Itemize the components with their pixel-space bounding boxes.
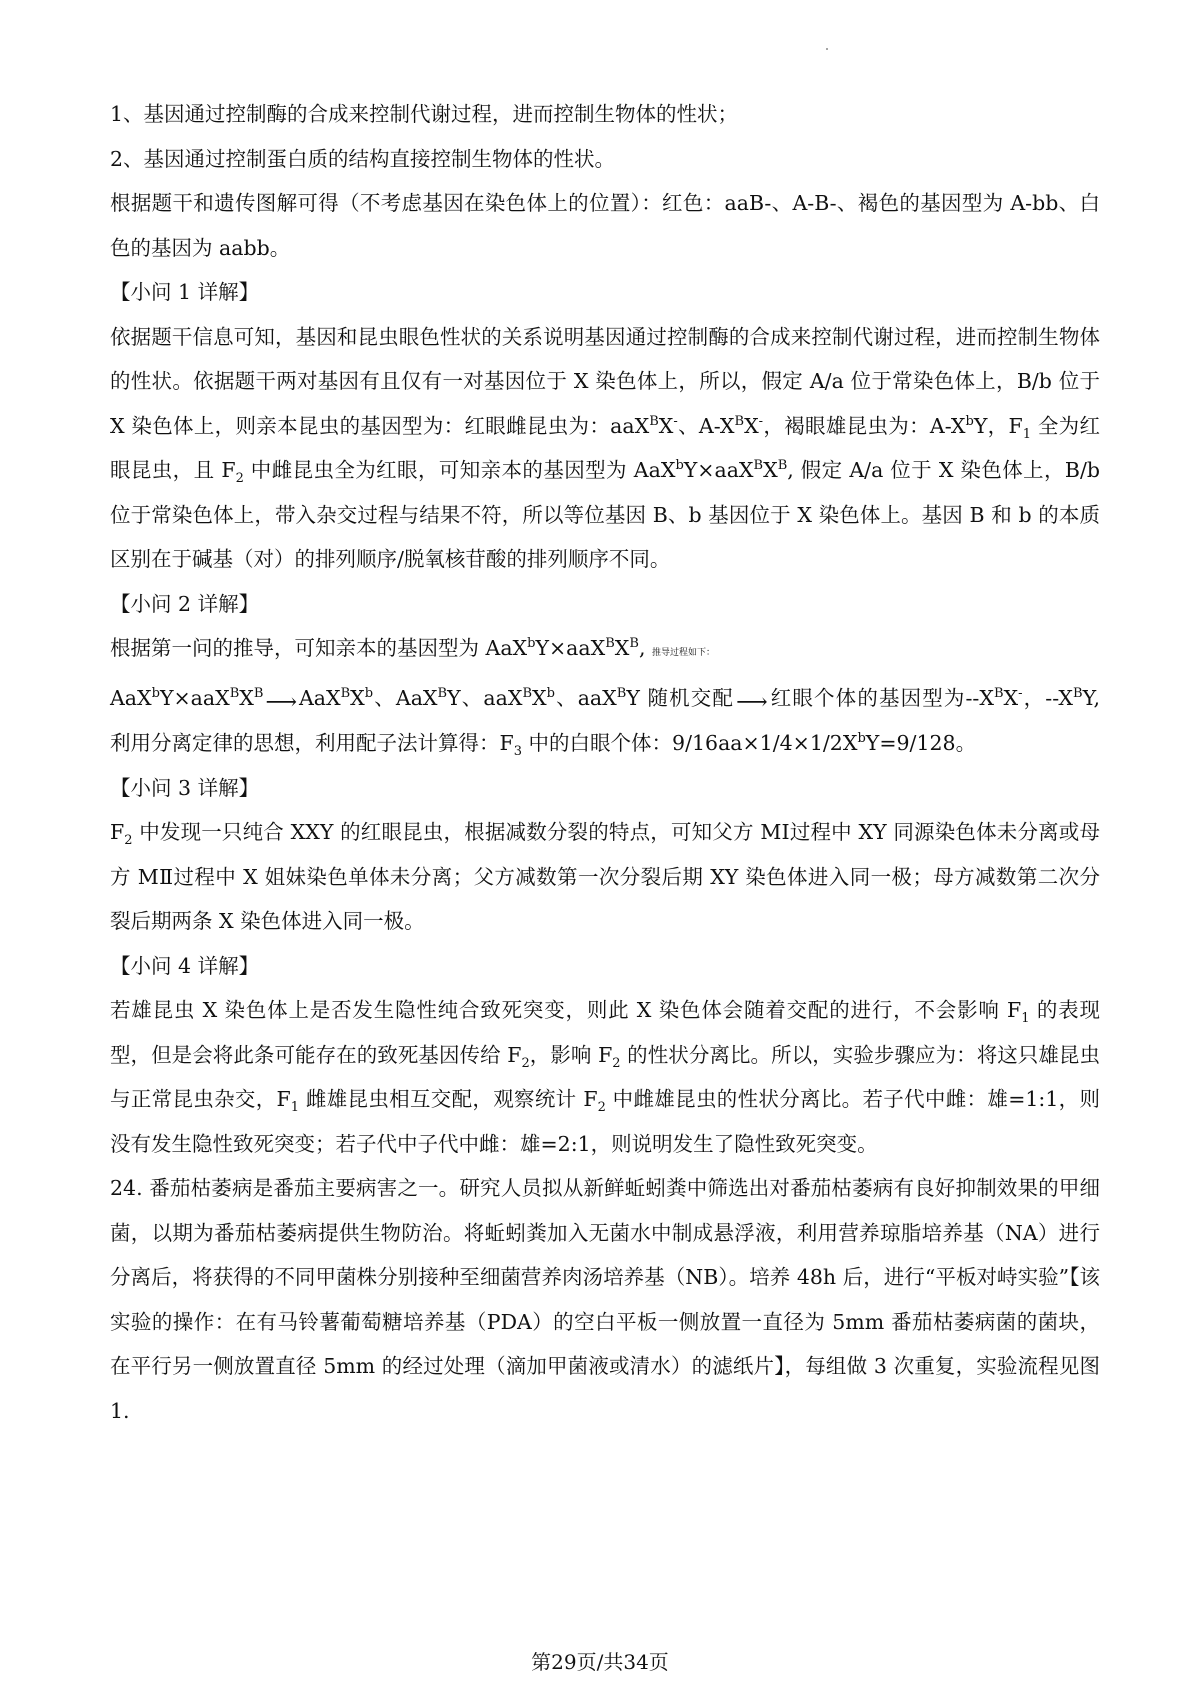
text-run: Y×aaX [535,636,606,660]
text-run: ，褐眼雄昆虫为：A-X [763,413,966,438]
text-run: Y×aaX [683,458,754,482]
section-heading-3: 【小问 3 详解】 [110,775,260,800]
scan-dot [826,48,828,50]
superscript: B [616,685,627,701]
paragraph-q4 [110,988,1100,1166]
text-run: ，--X [1022,685,1074,710]
intro-text-a: 根据题干和遗传图解可得（不考虑基因在染色体上的位置）：红色：aaB-、A-B-、褐色的基因型为 A-bb、白 [110,191,1100,215]
superscript: B [340,685,351,701]
paragraph-line-2: 2、基因通过控制蛋白质的结构直接控制生物体的性状。 [110,146,616,171]
superscript: B [777,458,788,474]
superscript: b [527,636,536,652]
superscript: B [253,685,264,701]
superscript: - [758,413,764,429]
text-run: 雌雄昆虫相互交配，观察统计 F [299,1087,598,1111]
text-run: 中雌雄昆虫的性状分离比。若子代中雌：雄=1:1，则没有发生隐性致死突变；若子代中子代中雌：雄=2:1，则说明发生了隐性致死突变。 [110,1087,1100,1156]
text-run: 、A-X [677,413,735,438]
text-run: 中的白眼个体：9/16aa×1/4×1/2X [522,731,858,755]
superscript: B [649,413,659,429]
section-heading-2: 【小问 2 详解】 [110,591,260,616]
text-run: 中雌昆虫全为红眼，可知亲本的基因型为 AaX [243,458,676,482]
superscript: B [229,685,240,701]
text-run: 若雄昆虫 X 染色体上是否发生隐性纯合致死突变，则此 X 染色体会随着交配的进行，不会影响 F [110,998,1022,1022]
text-run: 红眼个体的基因型为--X [769,685,994,710]
text-run: AaX [298,685,341,710]
subscript: 1 [1021,1011,1030,1027]
text-run: F [110,820,125,844]
superscript: B [437,685,448,701]
section-heading-1: 【小问 1 详解】 [110,280,260,304]
subscript: 2 [521,1055,530,1071]
superscript: B [605,636,615,652]
text-run: 、AaX [373,685,438,710]
text-run: X [532,685,547,710]
section-heading-4: 【小问 4 详解】 [110,953,260,978]
text-run: X [350,685,365,710]
paragraph-line-1: 1、基因通过控制酶的合成来控制代谢过程，进而控制生物体的性状； [110,102,739,126]
text-run: Y，F [973,413,1023,438]
paragraph-q3 [110,810,1100,944]
subscript: 2 [597,1100,606,1116]
superscript: B [522,685,532,701]
superscript: b [364,685,374,701]
text-run: X [239,685,254,710]
text-run: 全为红眼昆虫，且 F [110,413,1100,482]
text-run: , 假定 A/a 位于 X 染色体上，B/b 位于常染色体上，带入杂交过程与结果不符，所以等位基因 B、b 基因位于 X 染色体上。基因 B 和 b 的本质区别在于碱基（对）的排列顺序/脱氧核苷酸的排列顺序不同。 [110,458,1100,571]
paragraph-q1 [110,315,1100,582]
superscript: B [734,413,745,429]
text-run: X [658,413,674,438]
text-run: , [638,636,652,660]
derivation-note: 推导过程如下： [652,648,716,658]
text-run: Y 随机交配 [626,685,735,710]
superscript: b [965,413,974,429]
page-content [110,92,1100,1433]
text-run: 根据第一问的推导，可知亲本的基因型为 AaX [110,636,528,660]
subscript: 2 [235,471,244,487]
superscript: b [546,685,555,701]
superscript: - [673,413,678,429]
text-run: X [763,458,778,482]
paragraph-intro [110,181,1100,270]
subscript: 3 [513,744,523,760]
text-run: 、aaX [554,685,617,710]
question-24-paragraph: 24. 番茄枯萎病是番茄主要病害之一。研究人员拟从新鲜蚯蚓粪中筛选出对番茄枯萎病有良好抑制效果的甲细菌，以期为番茄枯萎病提供生物防治。将蚯蚓粪加入无菌水中制成悬浮液，利用营养琼脂培养基（NA）进行分离后，将获得的不同甲菌株分别接种至细菌营养肉汤培养基（NB）。培养 48h 后，进行“平板对峙实验”【该实验的操作：在有马铃薯葡萄糖培养基（PDA）的空白平板一侧放置一直径为 5mm 番茄枯萎病菌的菌块，在平行另一侧放置直径 5mm 的经过处理（滴加甲菌液或清水）的滤纸片】，每组做 3 次重复，实验流程见图 1. [110,1176,1100,1423]
text-run: X [614,636,630,660]
subscript: 2 [124,833,133,849]
text-run: ，影响 F [529,1042,613,1067]
text-run: 依据题干信息可知，基因和昆虫眼色性状的关系说明基因通过控制酶的合成来控制代谢过程，进而控制生物体的性状。依据题干两对基因有且仅有一对基因位于 X 染色体上，所以，假定 A/a 位于常染色体上，B/b 位于 X 染色体上，则亲本昆虫的基因型为：红眼雌昆虫为：aaX [110,324,1100,438]
text-run: Y, 利用分离定律的思想，利用配子法计算得：F [110,685,1101,755]
superscript: B [753,458,764,474]
text-run: Y=9/128。 [865,731,977,755]
subscript: 1 [1022,426,1031,442]
intro-text-b: 色的基因为 aabb。 [110,235,291,260]
superscript: B [1073,685,1083,701]
superscript: b [675,458,684,474]
text-run: 的表现型，但是会将此条可能存在的致死基因传给 F [110,998,1100,1067]
page-number: 第29页/共34页 [531,1650,669,1674]
text-run: 的性状分离比。所以，实验步骤应为：将这只雄昆虫与正常昆虫杂交，F [110,1042,1100,1111]
text-run: AaX [110,685,152,710]
subscript: 2 [612,1055,621,1071]
right-arrow-icon: ⟶ [265,689,297,715]
superscript: b [857,731,866,747]
text-run: X [1003,685,1019,710]
superscript: B [629,636,639,652]
text-run: Y、aaX [447,685,523,710]
paragraph-q2-derivation [110,676,1100,766]
superscript: b [151,685,160,701]
superscript: - [1018,685,1023,701]
text-run: Y×aaX [159,685,230,710]
right-arrow-icon: ⟶ [736,689,768,715]
text-run: X [744,413,759,438]
superscript: B [993,685,1004,701]
text-run: 中发现一只纯合 XXY 的红眼昆虫，根据减数分裂的特点，可知父方 MⅠ过程中 XY 同源染色体未分离或母方 MⅡ过程中 X 姐妹染色单体未分离；父方减数第一次分裂后期 XY 染色体进入同一极；母方减数第二次分裂后期两条 X 染色体进入同一极。 [110,820,1100,933]
paragraph-q2-intro [110,626,1100,676]
subscript: 1 [290,1100,300,1116]
